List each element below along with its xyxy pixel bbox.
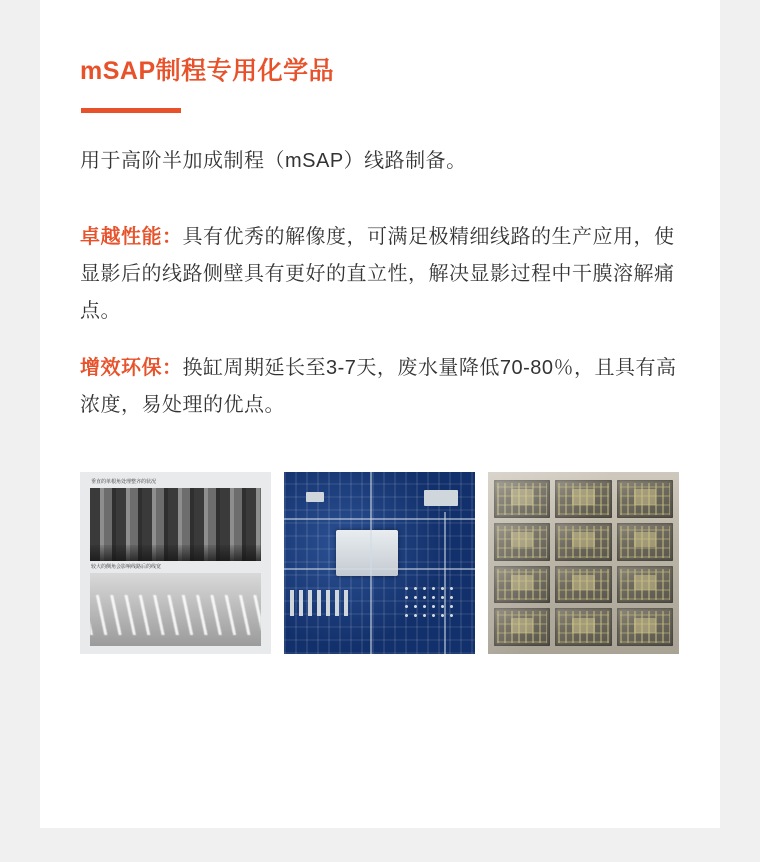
panel-unit [494, 523, 550, 561]
panel-unit [617, 566, 673, 604]
panel-unit [555, 523, 611, 561]
feature-item [80, 350, 680, 424]
panel-figure [488, 472, 679, 654]
pcb-figure [284, 472, 475, 654]
feature-text: 换缸周期延长至3-7天，废水量降低70-80％，且具有高浓度，易处理的优点。 [80, 357, 677, 416]
panel-unit [494, 480, 550, 518]
pcb-contact-fingers [290, 590, 348, 616]
feature-label: 增效环保： [80, 357, 183, 379]
pcb-pad [306, 492, 324, 502]
feature-label: 卓越性能： [80, 226, 183, 248]
panel-unit [555, 608, 611, 646]
pcb-pad [424, 490, 458, 506]
panel-unit [494, 566, 550, 604]
features-list [80, 219, 680, 424]
sem-panel-top [90, 488, 261, 561]
feature-item [80, 219, 680, 330]
panel-unit [494, 608, 550, 646]
card-inner [40, 0, 720, 654]
panel-unit [617, 480, 673, 518]
panel-unit [555, 566, 611, 604]
panel-unit [617, 608, 673, 646]
content-card [40, 0, 720, 828]
pcb-trace [284, 568, 475, 570]
pcb-trace [284, 518, 475, 520]
pcb-trace [444, 512, 446, 654]
sem-caption-top: 垂直的单根角处理整齐的状况 [91, 479, 157, 485]
pcb-via-array [402, 584, 458, 618]
pcb-trace [370, 472, 372, 654]
gallery-image-pcb-board-closeup [284, 472, 475, 654]
sem-caption-bottom: 较大的侧角会影响线路后的线宽 [91, 564, 162, 570]
page-title: mSAP制程专用化学品 [80, 57, 335, 85]
sem-panel-bottom [90, 573, 261, 646]
image-gallery [80, 472, 680, 654]
feature-text: 具有优秀的解像度，可满足极精细线路的生产应用，使显影后的线路侧壁具有更好的直立性，解决显影过程中干膜溶解痛点。 [80, 226, 675, 322]
gallery-image-pcb-panel-array [488, 472, 679, 654]
title-underline-rule [81, 108, 181, 113]
panel-unit [617, 523, 673, 561]
gallery-image-sem-micrograph [80, 472, 271, 654]
sem-figure [80, 472, 271, 654]
panel-unit-grid [494, 480, 673, 646]
intro-paragraph: 用于高阶半加成制程（mSAP）线路制备。 [80, 150, 467, 172]
panel-unit [555, 480, 611, 518]
